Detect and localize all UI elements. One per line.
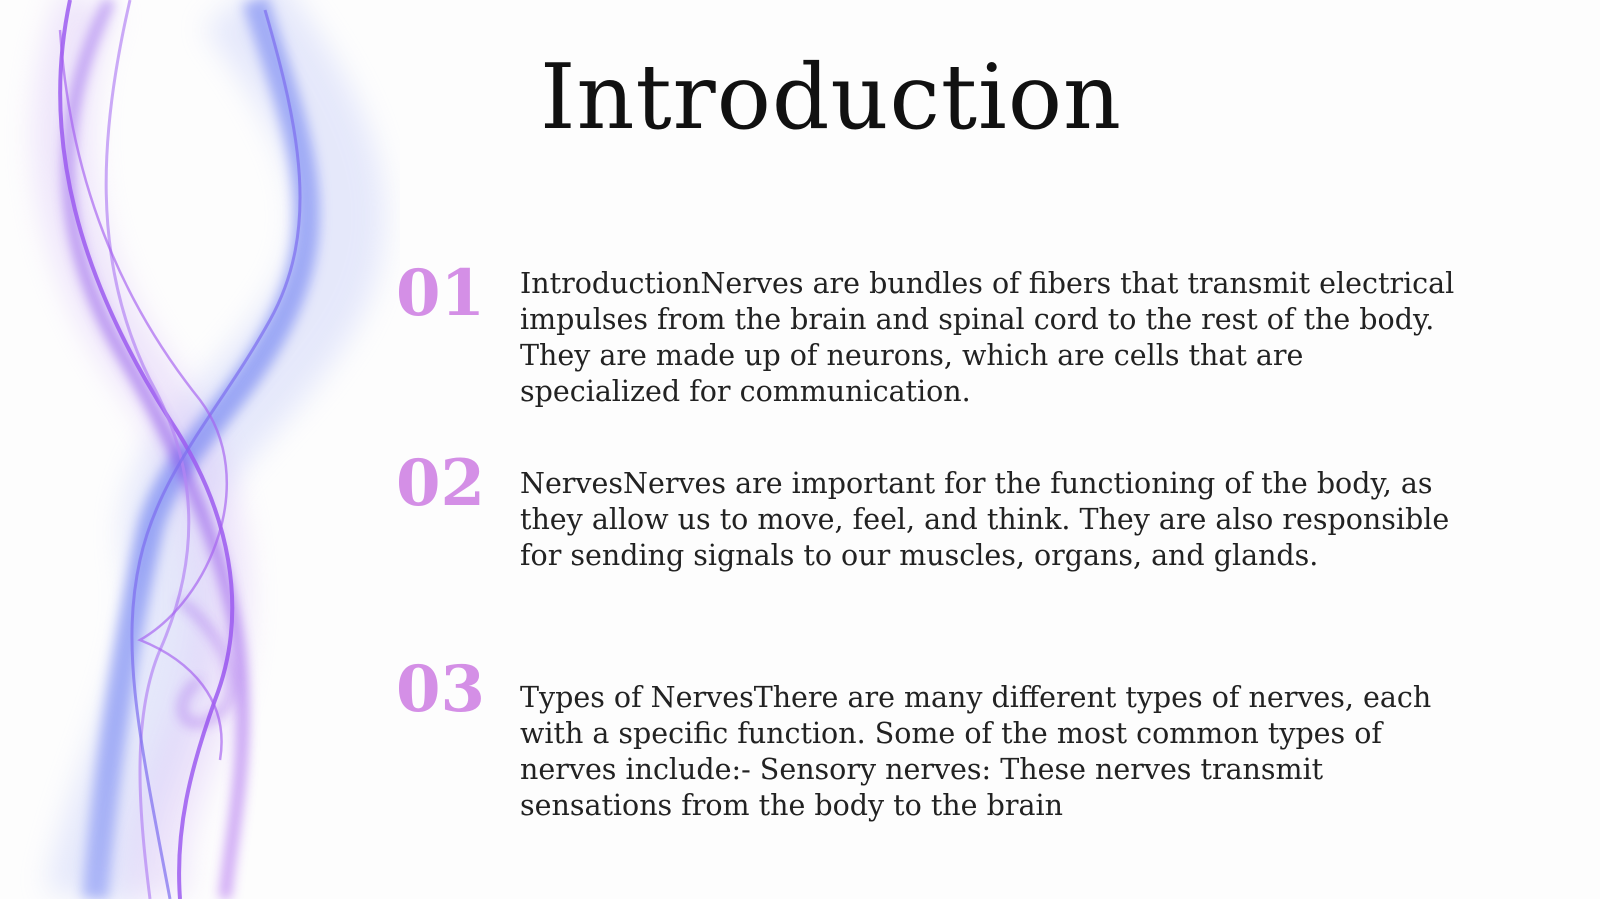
- item-number: 02: [396, 446, 486, 521]
- item-text: IntroductionNerves are bundles of fibers that transmit electrical impulses from the brain and spinal cord to the rest of the body. They are made up of neurons, which are cells that are specialized for communication.: [520, 267, 1455, 408]
- purple-smoke-ribbon-icon: [0, 0, 400, 899]
- item-number: 03: [396, 652, 486, 727]
- item-number: 01: [396, 256, 486, 331]
- slide-title: Introduction: [540, 45, 1122, 150]
- item-text: Types of NervesThere are many different types of nerves, each with a specific function. Some of the most common types of nerves include:- Sensory nerves: These nerves transmit sensations from the body to the brain: [520, 681, 1432, 822]
- item-text: NervesNerves are important for the functioning of the body, as they allow us to move, feel, and think. They are also responsible for sending signals to our muscles, organs, and glands.: [520, 467, 1450, 572]
